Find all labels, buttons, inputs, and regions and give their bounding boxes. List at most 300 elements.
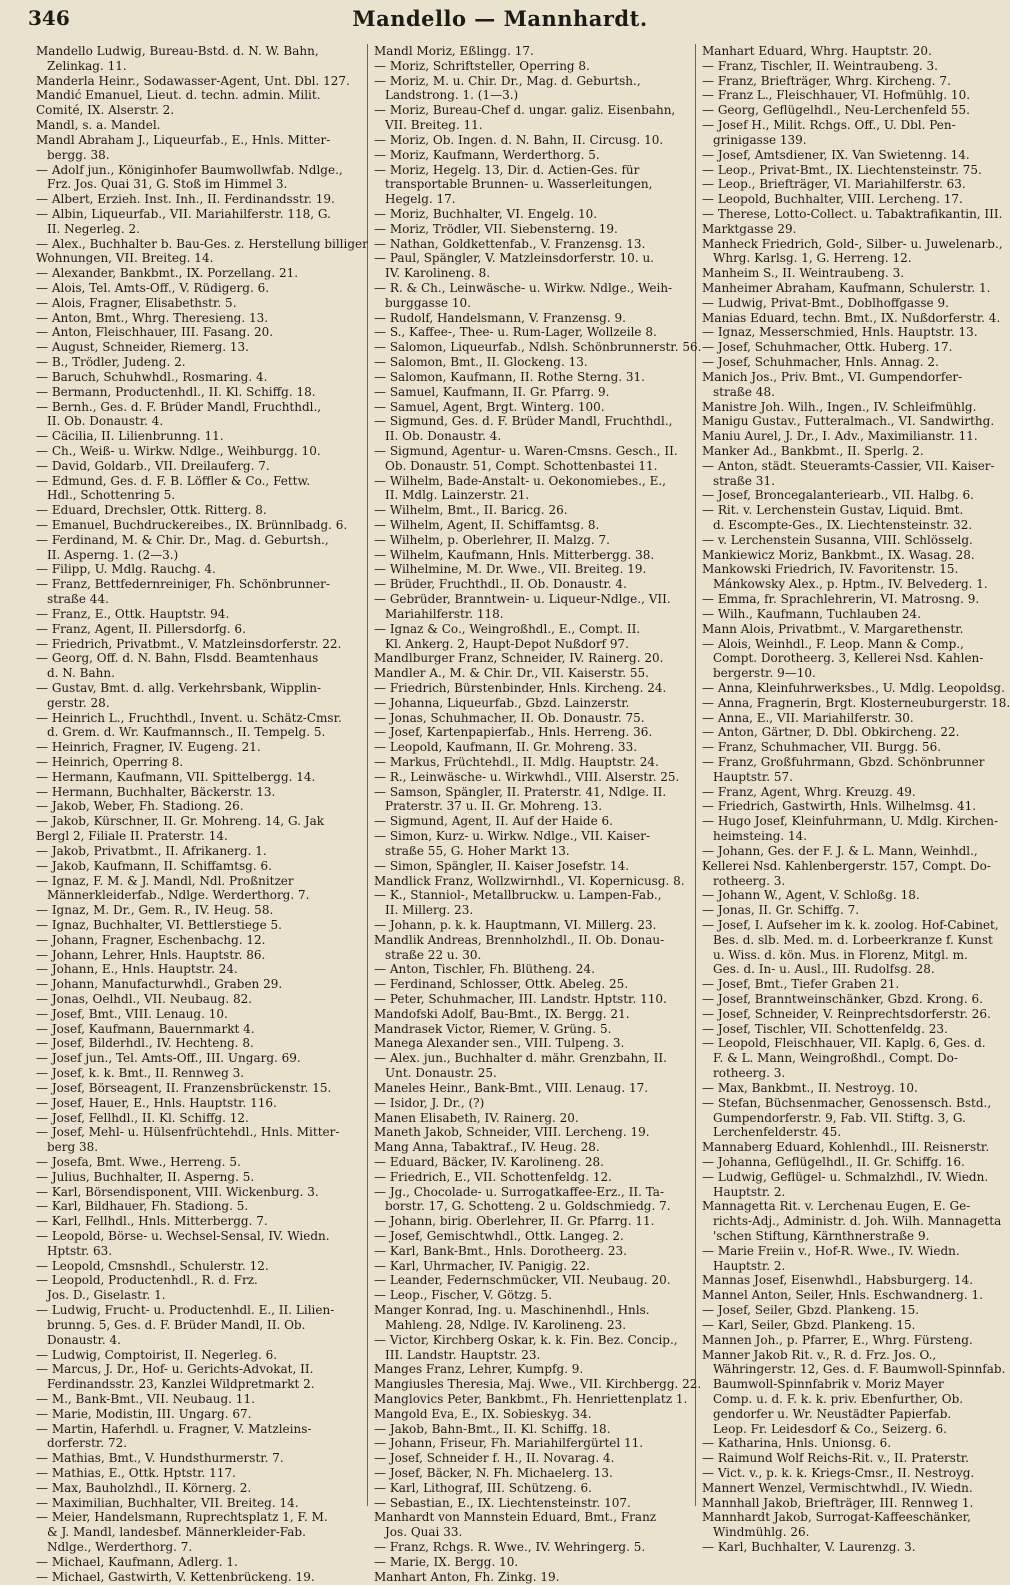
directory-line: Mandofski Adolf, Bau-Bmt., IX. Bergg. 21. (374, 1006, 630, 1021)
directory-line: — Mathias, Bmt., V. Hundsthurmerstr. 7. (36, 1451, 284, 1466)
directory-line: — Martin, Haferhdl. u. Fragner, V. Matzleins- (36, 1421, 312, 1436)
directory-line: — David, Goldarb., VII. Dreilauferg. 7. (36, 458, 270, 473)
directory-line: — Anton, Tischler, Fh. Blütheng. 24. (374, 962, 595, 977)
directory-line: Hauptstr. 2. (713, 1184, 786, 1199)
directory-line: straße 48. (713, 384, 775, 399)
directory-line: — Josef, Kaufmann, Bauernmarkt 4. (36, 1021, 255, 1036)
directory-line: Mannaberg Eduard, Kohlenhdl., III. Reisnerstr. (702, 1140, 990, 1155)
directory-line: — Marie, Modistin, III. Ungarg. 67. (36, 1406, 252, 1421)
directory-line: II. Mdlg. Lainzerstr. 21. (385, 488, 530, 503)
directory-line: — Alois, Fragner, Elisabethstr. 5. (36, 295, 237, 310)
directory-line: Mannen Joh., p. Pfarrer, E., Whrg. Fürsteng. (702, 1332, 973, 1347)
directory-line: — Moriz, Ob. Ingen. d. N. Bahn, II. Circusg. 10. (374, 132, 664, 147)
directory-line: — Marie, IX. Bergg. 10. (374, 1554, 519, 1569)
directory-line: Mannel Anton, Seiler, Hnls. Eschwandnerg. 1. (702, 1288, 983, 1303)
directory-line: — Josef, Schneider, V. Reinprechtsdorferstr. 26. (702, 1006, 991, 1021)
directory-line: — Friedrich, Gastwirth, Hnls. Wilhelmsg. 41. (702, 799, 977, 814)
directory-line: — Josef, Mehl- u. Hülsenfrüchtehdl., Hnls. Mitter- (36, 1125, 340, 1140)
directory-line: — Karl, Lithograf, III. Schützeng. 6. (374, 1480, 592, 1495)
directory-line: heimsteing. 14. (713, 829, 808, 844)
directory-line: — Josef, Bmt., VIII. Lenaug. 10. (36, 1006, 228, 1021)
directory-line: — Sigmund, Agent, II. Auf der Haide 6. (374, 814, 613, 829)
directory-line: — Heinrich, Fragner, IV. Eugeng. 21. (36, 740, 261, 755)
directory-line: — Josef, Branntweinschänker, Gbzd. Krong. 6. (702, 992, 983, 1006)
directory-line: — Josef, Gemischtwhdl., Ottk. Langeg. 2. (374, 1229, 624, 1243)
directory-line: — Leop., Privat-Bmt., IX. Liechtensteinstr. 75. (702, 162, 982, 177)
directory-line: Maniu Aurel, J. Dr., I. Adv., Maximilianstr. 11. (702, 429, 978, 444)
directory-line: Mang Anna, Tabaktraf., IV. Heug. 28. (374, 1140, 600, 1155)
directory-line: — Friedrich, Bürstenbinder, Hnls. Kircheng. 24. (374, 680, 667, 695)
directory-line: straße 31. (713, 473, 775, 488)
directory-line: — Leopold, Buchhalter, VIII. Lercheng. 17. (702, 192, 963, 207)
directory-columns (30, 44, 1010, 1584)
directory-line: borstr. 17, G. Schotteng. 2 u. Goldschmiedg. 7. (385, 1199, 671, 1214)
directory-line: — Leander, Federnschmücker, VII. Neubaug. 20. (374, 1273, 671, 1288)
directory-line: — Max, Bauholzhdl., II. Körnerg. 2. (36, 1480, 252, 1495)
directory-line: Mandler A., M. & Chir. Dr., VII. Kaiserstr. 55. (374, 666, 649, 681)
directory-line: Ferdinandsstr. 23, Kanzlei Wildpretmarkt 2. (47, 1377, 315, 1392)
directory-line: — Simon, Spängler, II. Kaiser Josefstr. 14. (374, 858, 630, 873)
directory-line: — Anton, Gärtner, D. Dbl. Obkircheng. 22. (702, 725, 960, 740)
directory-line: — Moriz, Hegelg. 13, Dir. d. Actien-Ges. für (374, 162, 640, 177)
directory-line: burggasse 10. (385, 295, 471, 310)
directory-line: Donaustr. 4. (47, 1332, 121, 1347)
directory-line: Jos. Quai 33. (385, 1525, 463, 1540)
directory-line: — Ch., Weiß- u. Wirkw. Ndlge., Weihburgg. 10. (36, 443, 321, 458)
directory-line: — Josef, Kartenpapierfab., Hnls. Herreng. 36. (374, 725, 653, 740)
directory-line: — Anton, Bmt., Whrg. Theresieng. 13. (36, 310, 269, 325)
directory-line: straße 44. (47, 592, 109, 607)
directory-line: Mandlick Franz, Wollzwirnhdl., VI. Kopernicusg. 8. (374, 873, 685, 888)
directory-line: — Johann, birig. Oberlehrer, II. Gr. Pfarrg. 11. (374, 1214, 655, 1229)
directory-line: — Karl, Bank-Bmt., Hnls. Dorotheerg. 23. (374, 1243, 627, 1258)
directory-line: Manderla Heinr., Sodawasser-Agent, Unt. Dbl. 127. (36, 73, 350, 88)
directory-line: Manias Eduard, techn. Bmt., IX. Nußdorferstr. 4. (702, 310, 1001, 325)
directory-line: Hauptstr. 2. (713, 1258, 786, 1273)
directory-line: — Jonas, Oelhdl., VII. Neubaug. 82. (36, 992, 253, 1006)
directory-line: — Leopold, Börse- u. Wechsel-Sensal, IV. Wiedn. (36, 1229, 330, 1243)
directory-line: — Meier, Handelsmann, Ruprechtsplatz 1, F. M. (36, 1510, 328, 1525)
directory-line: Manhardt von Mannstein Eduard, Bmt., Franz (374, 1510, 657, 1525)
directory-line: — Anna, Kleinfuhrwerksbes., U. Mdlg. Leopoldsg. (702, 680, 1005, 695)
directory-line: — Wilhelm, Bade-Anstalt- u. Oekonomiebes., E., (374, 473, 666, 488)
directory-line: Mangold Eva, E., IX. Sobieskyg. 34. (374, 1406, 592, 1421)
directory-line: — Ludwig, Geflügel- u. Schmalzhdl., IV. Wiedn. (702, 1169, 989, 1184)
column-3 (696, 44, 1010, 1555)
directory-line: & J. Mandl, landesbef. Männerkleider-Fab. (47, 1525, 306, 1540)
directory-line: Manhart Eduard, Whrg. Hauptstr. 20. (702, 44, 932, 58)
directory-line: Mánkowsky Alex., p. Hptm., IV. Belvederg. 1. (713, 577, 988, 592)
directory-line: — Josef, Bilderhdl., IV. Hechteng. 8. (36, 1036, 254, 1051)
directory-line: — Josef, Börseagent, II. Franzensbrückenstr. 15. (36, 1080, 332, 1095)
directory-line: — Mathias, E., Ottk. Hptstr. 117. (36, 1466, 236, 1480)
directory-line: Mandl, s. a. Mandel. (36, 118, 161, 133)
directory-line: — Bernh., Ges. d. F. Brüder Mandl, Fruchthdl., (36, 399, 322, 414)
directory-line: bergerstr. 9—10. (713, 666, 816, 681)
directory-line: — Nathan, Goldkettenfab., V. Franzensg. 13. (374, 236, 646, 251)
directory-line: — Leopold, Cmsnshdl., Schulerstr. 12. (36, 1258, 269, 1273)
directory-line: Comp. u. d. F. k. k. priv. Ebenfurther, Ob. (713, 1391, 964, 1406)
directory-line: d. Grem. d. Wr. Kaufmannsch., II. Tempelg. 5. (47, 725, 326, 740)
directory-line: Mandl Abraham J., Liqueurfab., E., Hnls. Mitter- (36, 132, 331, 147)
directory-line: grinigasse 139. (713, 132, 807, 147)
directory-line: — Markus, Früchtehdl., II. Mdlg. Hauptstr. 24. (374, 755, 659, 769)
directory-line: — Johann, Friseur, Fh. Mariahilfergürtel 11. (374, 1436, 644, 1451)
directory-line: — Ignaz, Buchhalter, VI. Bettlerstiege 5. (36, 917, 282, 932)
directory-line: — Friedrich, Privatbmt., V. Matzleinsdorferstr. 22. (36, 636, 342, 651)
directory-line: Lerchenfelderstr. 45. (713, 1125, 842, 1140)
directory-line: — Ignaz, Messerschmied, Hnls. Hauptstr. 13. (702, 325, 978, 340)
directory-line: VII. Breiteg. 11. (385, 118, 483, 133)
directory-line: — Ferdinand, M. & Chir. Dr., Mag. d. Geburtsh., (36, 532, 329, 547)
directory-line: — Isidor, J. Dr., (?) (374, 1095, 485, 1110)
directory-line: — August, Schneider, Riemerg. 13. (36, 340, 249, 355)
directory-line: — Ignaz & Co., Weingroßhdl., E., Compt. II. (374, 621, 641, 636)
directory-line: 'schen Stiftung, Kärnthnerstraße 9. (713, 1229, 930, 1243)
directory-line: — Josef, k. k. Bmt., II. Rennweg 3. (36, 1066, 245, 1081)
directory-line: Bes. d. slb. Med. m. d. Lorbeerkranze f. Kunst (713, 932, 993, 947)
directory-line: — Wilh., Kaufmann, Tuchlauben 24. (702, 606, 922, 621)
directory-line: Manen Elisabeth, IV. Rainerg. 20. (374, 1110, 579, 1125)
directory-line: Mann Alois, Privatbmt., V. Margarethenstr. (702, 621, 964, 636)
directory-line: — Salomon, Bmt., II. Glockeng. 13. (374, 355, 588, 370)
directory-line: — Therese, Lotto-Collect. u. Tabaktrafikantin, III. (702, 206, 1003, 221)
directory-line: — Emma, fr. Sprachlehrerin, VI. Matrosng. 9. (702, 592, 980, 607)
directory-line: — R. & Ch., Leinwäsche- u. Wirkw. Ndlge., Weih- (374, 281, 673, 295)
directory-line: — Gebrüder, Branntwein- u. Liqueur-Ndlge., VII. (374, 592, 671, 607)
column-1 (30, 44, 368, 1584)
directory-line: Mandrasek Victor, Riemer, V. Grüng. 5. (374, 1021, 612, 1036)
directory-line: — Jakob, Privatbmt., II. Afrikanerg. 1. (36, 843, 267, 858)
directory-line: — Johanna, Liqueurfab., Gbzd. Lainzerstr. (374, 695, 630, 710)
directory-line: — Wilhelmine, M. Dr. Wwe., VII. Breiteg. 19. (374, 562, 647, 577)
directory-line: Manker Ad., Bankbmt., II. Sperlg. 2. (702, 443, 924, 458)
directory-line: — Josef, Fellhdl., II. Kl. Schiffg. 12. (36, 1110, 249, 1125)
directory-line: Mannhall Jakob, Briefträger, III. Rennweg 1. (702, 1495, 974, 1510)
directory-line: Mannert Wenzel, Vermischtwhdl., IV. Wiedn. (702, 1480, 973, 1495)
directory-line: Leop. Fr. Leidesdorf & Co., Seizerg. 6. (713, 1421, 947, 1436)
directory-line: Mariahilferstr. 118. (385, 606, 504, 621)
directory-line: Baumwoll-Spinnfabrik v. Moriz Mayer (713, 1377, 944, 1392)
directory-line: — Alex., Buchhalter b. Bau-Ges. z. Herstellung billiger (36, 236, 368, 251)
directory-line: Zelinkag. 11. (47, 58, 127, 73)
directory-line: — Paul, Spängler, V. Matzleinsdorferstr. 10. u. (374, 251, 654, 266)
directory-line: Windmühlg. 26. (713, 1525, 810, 1540)
directory-line: — Leopold, Fleischhauer, VII. Kaplg. 6, Ges. d. (702, 1036, 986, 1051)
directory-line: — Josef, Seiler, Gbzd. Plankeng. 15. (702, 1303, 920, 1318)
directory-line: — Josef, Hauer, E., Hnls. Hauptstr. 116. (36, 1095, 277, 1110)
directory-line: — Karl, Börsendisponent, VIII. Wickenburg. 3. (36, 1184, 319, 1199)
directory-line: — Sigmund, Agentur- u. Waren-Cmsns. Gesch., II. (374, 443, 678, 458)
directory-line: II. Ob. Donaustr. 4. (385, 429, 502, 444)
directory-line: Landstrong. 1. (1—3.) (385, 88, 519, 103)
directory-line: — Karl, Uhrmacher, IV. Panigig. 22. (374, 1258, 590, 1273)
directory-line: Ges. d. In- u. Ausl., III. Rudolfsg. 28. (713, 962, 935, 977)
directory-line: Manges Franz, Lehrer, Kumpfg. 9. (374, 1362, 584, 1377)
directory-line: Frz. Jos. Quai 31, G. Stoß im Himmel 3. (47, 177, 288, 192)
directory-line: — Leopold, Productenhdl., R. d. Frz. (36, 1273, 258, 1288)
directory-line: — Johann W., Agent, V. Schloßg. 18. (702, 888, 920, 903)
directory-line: — Rit. v. Lerchenstein Gustav, Liquid. Bmt. (702, 503, 964, 518)
directory-line: Gumpendorferstr. 9, Fab. VII. Stiftg. 3, G. (713, 1110, 966, 1125)
directory-line: — M., Bank-Bmt., VII. Neubaug. 11. (36, 1391, 255, 1406)
directory-line: Mandl Moriz, Eßlingg. 17. (374, 44, 534, 58)
directory-line: — Julius, Buchhalter, II. Asperng. 5. (36, 1169, 255, 1184)
directory-line: Maneles Heinr., Bank-Bmt., VIII. Lenaug. 17. (374, 1080, 649, 1095)
directory-line: — Wilhelm, Bmt., II. Baricg. 26. (374, 503, 568, 518)
directory-line: — Jonas, Schuhmacher, II. Ob. Donaustr. 75. (374, 710, 645, 725)
directory-line: — Anna, Fragnerin, Brgt. Klosterneuburgerstr. 18. (702, 695, 1010, 710)
directory-line: — Alexander, Bankbmt., IX. Porzellang. 21. (36, 266, 299, 281)
directory-line: — Jakob, Weber, Fh. Stadiong. 26. (36, 799, 244, 814)
directory-line: — Josefa, Bmt. Wwe., Herreng. 5. (36, 1154, 241, 1169)
directory-line: Hauptstr. 57. (713, 769, 793, 784)
directory-line: — Moriz, M. u. Chir. Dr., Mag. d. Geburtsh., (374, 73, 641, 88)
directory-line: — Eduard, Bäcker, IV. Karolineng. 28. (374, 1154, 604, 1169)
directory-line: rotheerg. 3. (713, 1066, 786, 1081)
directory-line: — v. Lerchenstein Susanna, VIII. Schlösselg. (702, 532, 973, 547)
directory-line: — Johann, p. k. k. Hauptmann, VI. Millerg. 23. (374, 917, 657, 932)
directory-line: Manega Alexander sen., VIII. Tulpeng. 3. (374, 1036, 625, 1051)
directory-line: — Josef, Schneider f. H., II. Novarag. 4. (374, 1451, 615, 1466)
directory-line: — Karl, Buchhalter, V. Laurenzg. 3. (702, 1540, 916, 1555)
directory-line: — Karl, Fellhdl., Hnls. Mitterbergg. 7. (36, 1214, 268, 1229)
directory-line: — Alois, Weinhdl., F. Leop. Mann & Comp., (702, 636, 964, 651)
directory-line: — Franz, Bettfedernreiniger, Fh. Schönbrunner- (36, 577, 330, 592)
directory-line: — Moriz, Kaufmann, Werderthorg. 5. (374, 147, 600, 162)
directory-line: — Jg., Chocolade- u. Surrogatkaffee-Erz., II. Ta- (374, 1184, 664, 1199)
directory-line: — Marcus, J. Dr., Hof- u. Gerichts-Advokat, II. (36, 1362, 314, 1377)
directory-line: — Georg, Geflügelhdl., Neu-Lerchenfeld 55. (702, 103, 970, 118)
directory-line: Mankiewicz Moriz, Bankbmt., IX. Wasag. 28. (702, 547, 975, 562)
directory-line: — Max, Bankbmt., II. Nestroyg. 10. (702, 1080, 918, 1095)
directory-line: — Anna, E., VII. Mariahilferstr. 30. (702, 710, 914, 725)
directory-line: gerstr. 28. (47, 695, 110, 710)
directory-line: — Salomon, Liqueurfab., Ndlsh. Schönbrunnerstr. 56. (374, 340, 702, 355)
directory-line: — Johann, Fragner, Eschenbachg. 12. (36, 932, 266, 947)
directory-line: F. & L. Mann, Weingroßhdl., Compt. Do- (713, 1051, 958, 1066)
directory-line: — Leop., Briefträger, VI. Mariahilferstr. 63. (702, 177, 966, 192)
directory-line: — Filipp, U. Mdlg. Rauchg. 4. (36, 562, 216, 577)
directory-line: II. Millerg. 23. (385, 903, 474, 918)
directory-line: — Ignaz, M. Dr., Gem. R., IV. Heug. 58. (36, 903, 274, 918)
directory-line: — Jakob, Bahn-Bmt., II. Kl. Schiffg. 18. (374, 1421, 611, 1436)
directory-line: — Leopold, Kaufmann, II. Gr. Mohreng. 33. (374, 740, 638, 755)
directory-line: — Gustav, Bmt. d. allg. Verkehrsbank, Wipplin- (36, 680, 321, 695)
directory-line: — Sebastian, E., IX. Liechtensteinstr. 107. (374, 1495, 631, 1510)
directory-line: Ob. Donaustr. 51, Compt. Schottenbastei 11. (385, 458, 658, 473)
page-number: 346 (28, 6, 70, 30)
directory-line: Manner Jakob Rit. v., R. d. Frz. Jos. O., (702, 1347, 937, 1362)
directory-line: Marktgasse 29. (702, 221, 797, 236)
directory-line: — Franz, Agent, II. Pillersdorfg. 6. (36, 621, 246, 636)
directory-line: Comité, IX. Alserstr. 2. (36, 103, 175, 118)
directory-line: Unt. Donaustr. 25. (385, 1066, 497, 1081)
directory-line: Manistre Joh. Wilh., Ingen., IV. Schleifmühlg. (702, 399, 977, 414)
directory-line: — Heinrich, Operring 8. (36, 755, 184, 769)
directory-line: Männerkleiderfab., Ndlge. Werderthorg. 7. (47, 888, 310, 903)
directory-line: straße 22 u. 30. (385, 947, 482, 962)
directory-line: — Josef, Tischler, VII. Schottenfeldg. 23. (702, 1021, 948, 1036)
directory-line: — Ignaz, F. M. & J. Mandl, Ndl. Proßnitzer (36, 873, 294, 888)
directory-line: Mangiusles Theresia, Maj. Wwe., VII. Kirchbergg. 22. (374, 1377, 702, 1392)
directory-line: — Peter, Schuhmacher, III. Landstr. Hptstr. 110. (374, 992, 667, 1006)
directory-line: — Brüder, Fruchthdl., II. Ob. Donaustr. 4. (374, 577, 627, 592)
directory-line: — Johanna, Geflügelhdl., II. Gr. Schiffg. 16. (702, 1154, 965, 1169)
directory-line: — Karl, Seiler, Gbzd. Plankeng. 15. (702, 1317, 916, 1332)
directory-line: Maneth Jakob, Schneider, VIII. Lercheng. 19. (374, 1125, 650, 1140)
directory-line: — Adolf jun., Königinhofer Baumwollwfab. Ndlge., (36, 162, 343, 177)
directory-line: — Franz, Schuhmacher, VII. Burgg. 56. (702, 740, 942, 755)
directory-line: — Johann, Ges. der F. J. & L. Mann, Weinhdl., (702, 843, 978, 858)
directory-line: — Rudolf, Handelsmann, V. Franzensg. 9. (374, 310, 626, 325)
directory-line: — Marie Freiin v., Hof-R. Wwe., IV. Wiedn. (702, 1243, 960, 1258)
directory-line: — Franz, E., Ottk. Hauptstr. 94. (36, 606, 230, 621)
directory-line: Manigu Gustav., Futteralmach., VI. Sandwirthg. (702, 414, 995, 429)
directory-line: — Franz, Großfuhrmann, Gbzd. Schönbrunner (702, 755, 985, 769)
directory-line: — Moriz, Bureau-Chef d. ungar. galiz. Eisenbahn, (374, 103, 676, 118)
directory-line: IV. Karolineng. 8. (385, 266, 491, 281)
directory-line: — Albert, Erzieh. Inst. Inh., II. Ferdinandsstr. 19. (36, 192, 335, 207)
directory-line: — Alois, Tel. Amts-Off., V. Rüdigerg. 6. (36, 281, 270, 295)
directory-line: Ndlge., Werderthorg. 7. (47, 1540, 193, 1555)
directory-line: u. Wiss. d. kön. Mus. in Florenz, Mitgl. m. (713, 947, 968, 962)
directory-line: — Alex. jun., Buchhalter d. mähr. Grenzbahn, II. (374, 1051, 667, 1066)
directory-line: Manger Konrad, Ing. u. Maschinenhdl., Hnls. (374, 1303, 650, 1318)
directory-line: — Edmund, Ges. d. F. B. Löffler & Co., Fettw. (36, 473, 311, 488)
directory-line: — Franz, Briefträger, Whrg. Kircheng. 7. (702, 73, 951, 88)
directory-line: — R., Leinwäsche- u. Wirkwhdl., VIII. Alserstr. 25. (374, 769, 680, 784)
directory-line: — Wilhelm, p. Oberlehrer, II. Malzg. 7. (374, 532, 610, 547)
directory-line: berg 38. (47, 1140, 99, 1155)
directory-line: — Anton, Fleischhauer, III. Fasang. 20. (36, 325, 274, 340)
directory-line: — Josef H., Milit. Rchgs. Off., U. Dbl. Pen- (702, 118, 956, 133)
directory-line: — Josef, I. Aufseher im k. k. zoolog. Hof-Cabinet, (702, 917, 999, 932)
directory-line: — Josef jun., Tel. Amts-Off., III. Ungarg. 69. (36, 1051, 301, 1066)
directory-line: Währingerstr. 12, Ges. d. F. Baumwoll-Spinnfab. (713, 1362, 1006, 1377)
directory-line: Manich Jos., Priv. Bmt., VI. Gumpendorfer- (702, 369, 963, 384)
directory-line: — Wilhelm, Kaufmann, Hnls. Mitterbergg. 38. (374, 547, 655, 562)
directory-line: Manheimer Abraham, Kaufmann, Schulerstr. 1. (702, 281, 991, 295)
directory-line: — Michael, Gastwirth, V. Kettenbrückeng. 19. (36, 1569, 315, 1584)
directory-line: — Katharina, Hnls. Unionsg. 6. (702, 1436, 892, 1451)
directory-line: Mannas Josef, Eisenwhdl., Habsburgerg. 14. (702, 1273, 974, 1288)
directory-line: — Josef, Schuhmacher, Hnls. Annag. 2. (702, 355, 939, 370)
directory-line: — Sigmund, Ges. d. F. Brüder Mandl, Fruchthdl., (374, 414, 673, 429)
directory-line: Mandlik Andreas, Brennholzhdl., II. Ob. Donau- (374, 932, 665, 947)
directory-line: Mandello Ludwig, Bureau-Bstd. d. N. W. Bahn, (36, 44, 319, 58)
column-2 (368, 44, 702, 1584)
directory-line: Hegelg. 17. (385, 192, 456, 207)
directory-line: — Josef, Schuhmacher, Ottk. Huberg. 17. (702, 340, 953, 355)
directory-line: Manhart Anton, Fh. Zinkg. 19. (374, 1569, 560, 1584)
directory-line: — Raimund Wolf Reichs-Rit. v., II. Praterstr. (702, 1451, 969, 1466)
directory-line: Hptstr. 63. (47, 1243, 113, 1258)
directory-line: Hdl., Schottenring 5. (47, 488, 176, 503)
directory-line: — Samuel, Kaufmann, II. Gr. Pfarrg. 9. (374, 384, 610, 399)
directory-line: — Josef, Bmt., Tiefer Graben 21. (702, 977, 900, 992)
directory-line: — Baruch, Schuhwhdl., Rosmaring. 4. (36, 369, 268, 384)
directory-line: — Vict. v., p. k. k. Kriegs-Cmsr., II. Nestroyg. (702, 1466, 975, 1480)
directory-line: — Wilhelm, Agent, II. Schiffamtsg. 8. (374, 518, 600, 532)
directory-line: — Albin, Liqueurfab., VII. Mariahilferstr. 118, G. (36, 206, 331, 221)
directory-line: — Simon, Kurz- u. Wirkw. Ndlge., VII. Kaiser- (374, 829, 651, 844)
directory-line: — Salomon, Kaufmann, II. Rothe Sterng. 31. (374, 369, 645, 384)
directory-line: Wohnungen, VII. Breiteg. 14. (36, 251, 214, 266)
directory-line: — Moriz, Trödler, VII. Siebensterng. 19. (374, 221, 618, 236)
directory-line: d. N. Bahn. (47, 666, 115, 681)
directory-line: — Franz, Agent, Whrg. Kreuzg. 49. (702, 784, 916, 799)
directory-line: — Hermann, Buchhalter, Bäckerstr. 13. (36, 784, 276, 799)
directory-line: — K., Stanniol-, Metallbruckw. u. Lampen-Fab., (374, 888, 662, 903)
directory-line: — Franz L., Fleischhauer, VI. Hofmühlg. 10. (702, 88, 971, 103)
directory-line: Praterstr. 37 u. II. Gr. Mohreng. 13. (385, 799, 603, 814)
directory-line: — Ludwig, Privat-Bmt., Doblhoffgasse 9. (702, 295, 949, 310)
directory-line: Compt. Dorotheerg. 3, Kellerei Nsd. Kahlen- (713, 651, 984, 666)
directory-line: Manheim S., II. Weintraubeng. 3. (702, 266, 905, 281)
directory-line: straße 55, G. Hoher Markt 13. (385, 843, 570, 858)
directory-line: — Emanuel, Buchdruckereibes., IX. Brünnlbadg. 6. (36, 518, 348, 532)
running-head: Mandello — Mannhardt. (352, 6, 648, 31)
directory-line: — Hugo Josef, Kleinfuhrmann, U. Mdlg. Kirchen- (702, 814, 999, 829)
directory-line: — Karl, Bildhauer, Fh. Stadiong. 5. (36, 1199, 249, 1214)
directory-line: — Josef, Amtsdiener, IX. Van Swietenng. 14. (702, 147, 970, 162)
directory-line: Kl. Ankerg. 2, Haupt-Depot Nußdorf 97. (385, 636, 629, 651)
directory-line: rotheerg. 3. (713, 873, 786, 888)
directory-line: — Ludwig, Comptoirist, II. Negerleg. 6. (36, 1347, 278, 1362)
directory-line: bergg. 38. (47, 147, 110, 162)
directory-line: II. Asperng. 1. (2—3.) (47, 547, 179, 562)
directory-line: — Franz, Tischler, II. Weintraubeng. 3. (702, 58, 938, 73)
directory-line: — Bermann, Productenhdl., II. Kl. Schiffg. 18. (36, 384, 316, 399)
directory-line: — Samson, Spängler, II. Praterstr. 41, Ndlge. II. (374, 784, 667, 799)
directory-line: — Moriz, Schriftsteller, Operring 8. (374, 58, 590, 73)
directory-line: Mannagetta Rit. v. Lerchenau Eugen, E. Ge- (702, 1199, 971, 1214)
directory-line: — B., Trödler, Judeng. 2. (36, 355, 186, 370)
directory-line: richts-Adj., Administr. d. Joh. Wilh. Mannagetta (713, 1214, 1002, 1229)
directory-line: — Johann, E., Hnls. Hauptstr. 24. (36, 962, 238, 977)
directory-line: Mannhardt Jakob, Surrogat-Kaffeeschänker, (702, 1510, 971, 1525)
directory-line: Mankowski Friedrich, IV. Favoritenstr. 15. (702, 562, 959, 577)
directory-line: — Franz, Rchgs. R. Wwe., IV. Wehringerg. 5. (374, 1540, 646, 1555)
directory-line: — Heinrich L., Fruchthdl., Invent. u. Schätz-Cmsr. (36, 710, 342, 725)
directory-line: III. Landstr. Hauptstr. 23. (385, 1347, 541, 1362)
directory-line: Bergl 2, Filiale II. Praterstr. 14. (36, 829, 228, 844)
directory-line: — Ludwig, Frucht- u. Productenhdl. E., II. Lilien- (36, 1303, 335, 1318)
directory-line: — Ferdinand, Schlosser, Ottk. Abeleg. 25. (374, 977, 629, 992)
directory-line: Whrg. Karlsg. 1, G. Herreng. 12. (713, 251, 912, 266)
directory-line: — Johann, Lehrer, Hnls. Hauptstr. 86. (36, 947, 266, 962)
directory-line: — Maximilian, Buchhalter, VII. Breiteg. 14. (36, 1495, 299, 1510)
directory-line: — Josef, Bäcker, N. Fh. Michaelerg. 13. (374, 1466, 613, 1480)
directory-line: — Samuel, Agent, Brgt. Winterg. 100. (374, 399, 605, 414)
directory-line: — S., Kaffee-, Thee- u. Rum-Lager, Wollzeile 8. (374, 325, 657, 340)
directory-line: — Hermann, Kaufmann, VII. Spittelbergg. 14. (36, 769, 316, 784)
directory-line: dorferstr. 72. (47, 1436, 128, 1451)
directory-line: Mandić Emanuel, Lieut. d. techn. admin. Milit. (36, 88, 321, 103)
directory-line: — Anton, städt. Steueramts-Cassier, VII. Kaiser- (702, 458, 995, 473)
directory-line: — Michael, Kaufmann, Adlerg. 1. (36, 1554, 238, 1569)
directory-line: — Moriz, Buchhalter, VI. Engelg. 10. (374, 206, 598, 221)
directory-line: — Jonas, II. Gr. Schiffg. 7. (702, 903, 860, 918)
directory-line: Mandlburger Franz, Schneider, IV. Rainerg. 20. (374, 651, 664, 666)
directory-line: — Friedrich, E., VII. Schottenfeldg. 12. (374, 1169, 612, 1184)
directory-line: Mahleng. 28, Ndlge. IV. Karolineng. 23. (385, 1317, 627, 1332)
directory-line: II. Negerleg. 2. (47, 221, 140, 236)
directory-line: Kellerei Nsd. Kahlenbergerstr. 157, Compt. Do- (702, 858, 991, 873)
directory-line: Jos. D., Giselastr. 1. (47, 1288, 166, 1303)
directory-line: transportable Brunnen- u. Wasserleitungen, (385, 177, 653, 192)
